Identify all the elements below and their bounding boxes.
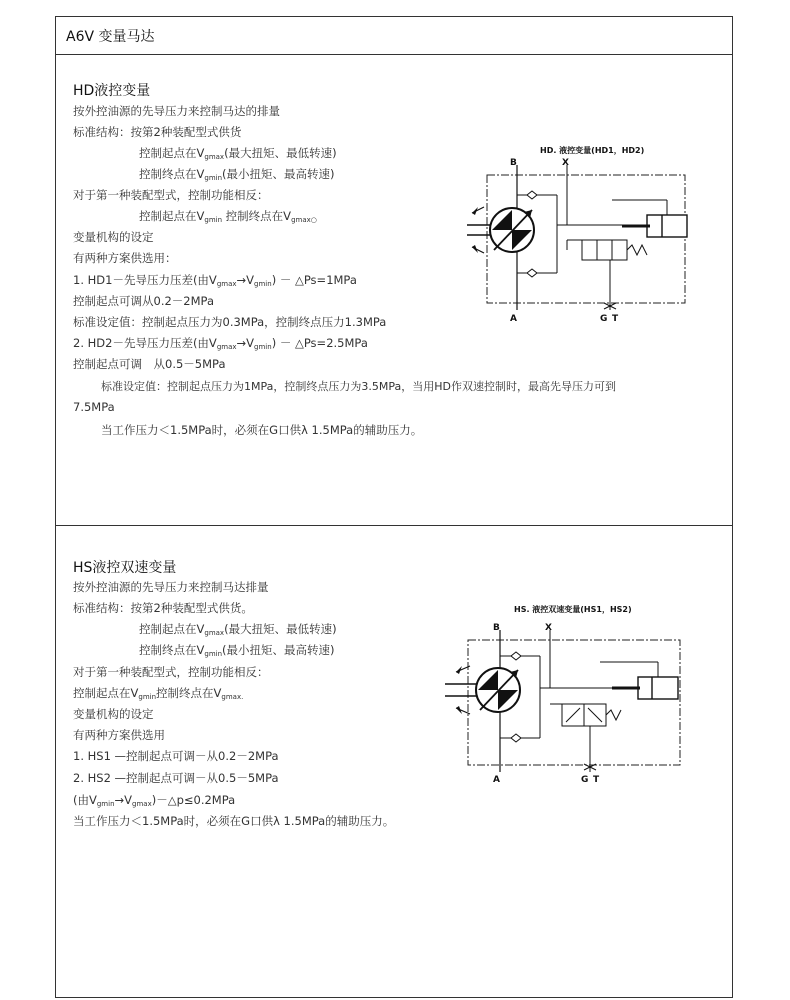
hs-section-title: HS液控双速变量 bbox=[73, 560, 177, 576]
hd-line-16: 当工作压力＜1.5MPa时，必须在G口供λ 1.5MPa的辅助压力。 bbox=[101, 423, 423, 437]
hs-line-8: 有两种方案供选用 bbox=[73, 728, 165, 742]
hd-line-1: 按外控油源的先导压力来控制马达的排量 bbox=[73, 104, 280, 118]
hd-line-11: 标准设定值：控制起点压力为0.3MPa，控制终点压力1.3MPa bbox=[73, 315, 387, 329]
hd-line-6: 控制起点在$V_{gmin}$ 控制终点在$V_{gmax○}$ bbox=[139, 209, 317, 224]
hs-line-9: 1. HS1 —控制起点可调－从0.2－2MPa bbox=[73, 749, 279, 763]
hd-port-a: A bbox=[510, 314, 517, 324]
hs-line-6: 控制起点在$V_{gmin}$控制终点在$V_{gmax.}$ bbox=[73, 686, 244, 701]
hs-line-7: 变量机构的设定 bbox=[73, 707, 154, 721]
hd-line-4: 控制终点在$V_{gmin}$(最小扭矩、最高转速) bbox=[139, 167, 335, 182]
hs-port-g: G bbox=[581, 775, 589, 785]
hs-port-b: B bbox=[493, 623, 500, 633]
hd-line-7: 变量机构的设定 bbox=[73, 230, 154, 244]
document-header bbox=[56, 17, 732, 55]
hd-line-13: 控制起点可调 从0.5－5MPa bbox=[73, 357, 226, 371]
hd-section-title: HD液控变量 bbox=[73, 83, 151, 99]
hs-figure-caption: HS. 液控双速变量(HS1，HS2) bbox=[514, 605, 632, 614]
hs-port-a: A bbox=[493, 775, 500, 785]
hs-line-10: 2. HS2 —控制起点可调－从0.5－5MPa bbox=[73, 771, 279, 785]
hd-line-3: 控制起点在$V_{gmax}$(最大扭矩、最低转速) bbox=[139, 146, 337, 161]
hd-line-9: 1. HD1－先导压力压差(由$V_{gmax}\to V_{gmin}$) － △Ps=1MPa bbox=[73, 273, 357, 288]
hd-port-g: G bbox=[600, 314, 608, 324]
hd-port-x: X bbox=[562, 158, 569, 168]
page-title: A6V 变量马达 bbox=[66, 29, 155, 45]
hs-line-4: 控制终点在$V_{gmin}$(最小扭矩、最高转速) bbox=[139, 643, 335, 658]
hs-line-5: 对于第一种装配型式，控制功能相反： bbox=[73, 665, 269, 679]
hd-line-15: 7.5MPa bbox=[73, 400, 115, 414]
hd-line-10: 控制起点可调从0.2－2MPa bbox=[73, 294, 214, 308]
hd-hydraulic-schematic bbox=[462, 155, 702, 325]
hs-line-3: 控制起点在$V_{gmax}$(最大扭矩、最低转速) bbox=[139, 622, 337, 637]
hd-line-5: 对于第一种装配型式，控制功能相反： bbox=[73, 188, 269, 202]
hd-line-8: 有两种方案供选用： bbox=[73, 251, 177, 265]
hs-port-t: T bbox=[593, 775, 600, 785]
hd-line-12: 2. HD2－先导压力压差(由$V_{gmax}\to V_{gmin}$) － △Ps=2.5MPa bbox=[73, 336, 368, 351]
hs-line-11: (由$V_{gmin}\to V_{gmax})-\triangle p\le 0.2MPa$ bbox=[73, 793, 236, 808]
hs-line-1: 按外控油源的先导压力来控制马达排量 bbox=[73, 580, 269, 594]
section-divider bbox=[56, 525, 732, 526]
hs-hydraulic-schematic bbox=[440, 620, 690, 785]
hd-line-14: 标准设定值：控制起点压力为1MPa，控制终点压力为3.5MPa，当用HD作双速控制时，最高先导压力可到 bbox=[101, 380, 616, 393]
hd-line-2: 标准结构：按第2种装配型式供货 bbox=[73, 125, 242, 139]
hd-port-t: T bbox=[612, 314, 619, 324]
hs-port-x: X bbox=[545, 623, 552, 633]
hs-line-12: 当工作压力＜1.5MPa时，必须在G口供λ 1.5MPa的辅助压力。 bbox=[73, 814, 395, 828]
hd-figure-caption: HD. 液控变量(HD1，HD2) bbox=[540, 146, 645, 155]
hd-port-b: B bbox=[510, 158, 517, 168]
hs-line-2: 标准结构：按第2种装配型式供货。 bbox=[73, 601, 253, 615]
